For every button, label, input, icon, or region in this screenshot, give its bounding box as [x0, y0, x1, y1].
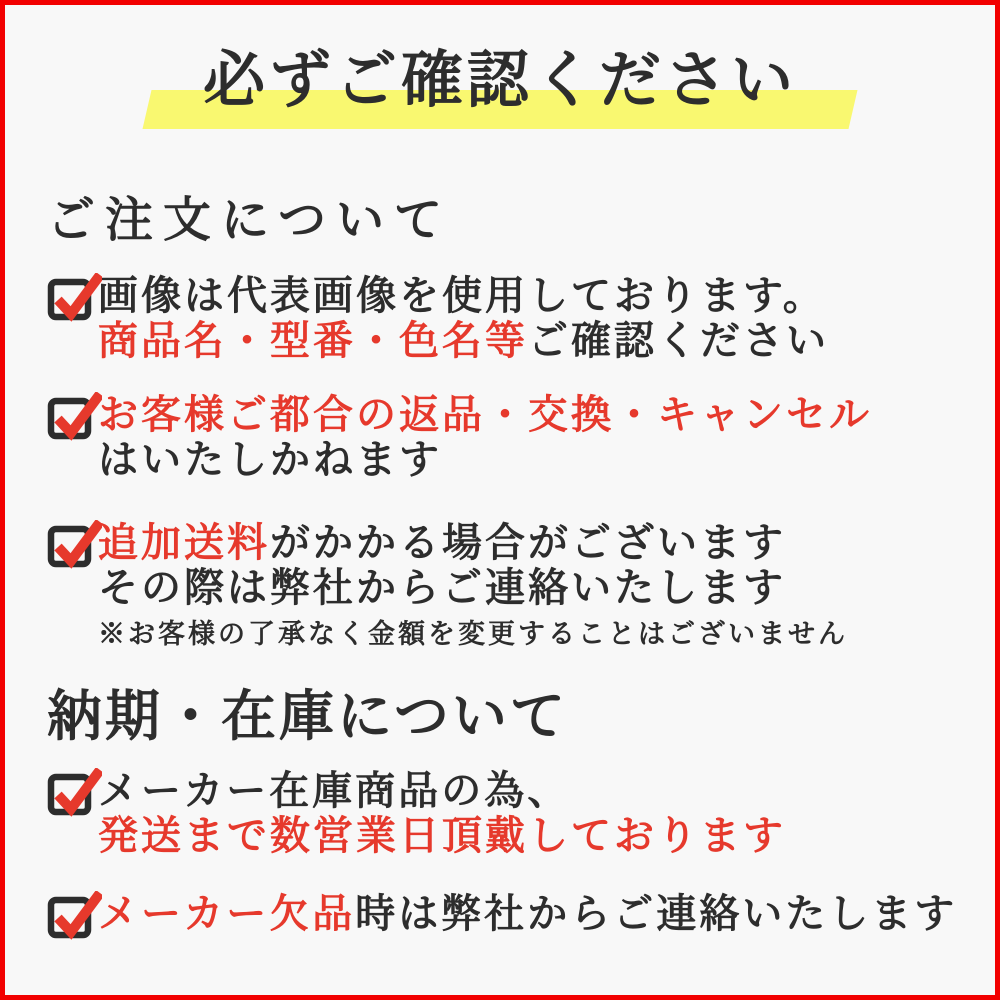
notice-item-maker-shortage	[46, 891, 957, 936]
notice-item-extra-shipping	[46, 520, 848, 650]
notice-footnote: ※お客様の了承なく金額を変更することはございません	[98, 619, 848, 649]
notice-line	[98, 891, 957, 936]
section-heading-order: ご注文について	[47, 194, 453, 247]
notice-text-dark: 画像は代表画像を使用しております。	[98, 273, 826, 318]
notice-item-text	[98, 520, 848, 650]
notice-item-representative-image	[46, 273, 829, 363]
notice-text-dark: ご確認ください	[528, 318, 829, 363]
checkbox-checked-icon	[46, 392, 102, 442]
notice-item-text	[98, 273, 829, 363]
notice-item-text	[98, 768, 786, 858]
notice-line	[98, 768, 786, 813]
notice-line	[98, 437, 872, 482]
checkbox-checked-icon	[46, 768, 102, 818]
notice-line	[98, 813, 786, 858]
notice-text-dark: がかかる場合がございます	[270, 520, 786, 565]
notice-item-text	[98, 891, 957, 936]
notice-line	[98, 273, 829, 318]
notice-text-dark: その際は弊社からご連絡いたします	[98, 565, 786, 610]
notice-text-red: 追加送料	[98, 520, 270, 565]
notice-item-maker-stock	[46, 768, 786, 858]
notice-item-returns	[46, 392, 872, 482]
notice-line	[98, 318, 829, 363]
notice-item-text	[98, 392, 872, 482]
notice-text-red: 発送まで数営業日頂戴しております	[98, 813, 786, 858]
notice-line	[98, 392, 872, 437]
notice-text-red: メーカー欠品	[98, 891, 356, 936]
main-title: 必ずご確認ください	[202, 47, 797, 115]
checkbox-checked-icon	[46, 520, 102, 570]
checkbox-checked-icon	[46, 273, 102, 323]
notice-text-red: 商品名・型番・色名等	[98, 318, 528, 363]
notice-text-dark: メーカー在庫商品の為、	[98, 768, 571, 813]
notice-line	[98, 565, 848, 610]
notice-text-dark: 時は弊社からご連絡いたします	[355, 891, 958, 936]
section-heading-stock: 納期・在庫について	[47, 686, 568, 747]
notice-text-red: お客様ご都合の返品・交換・キャンセル	[98, 392, 872, 437]
notice-text-dark: はいたしかねます	[98, 437, 442, 482]
notice-line	[98, 520, 848, 565]
checkbox-checked-icon	[46, 891, 102, 941]
